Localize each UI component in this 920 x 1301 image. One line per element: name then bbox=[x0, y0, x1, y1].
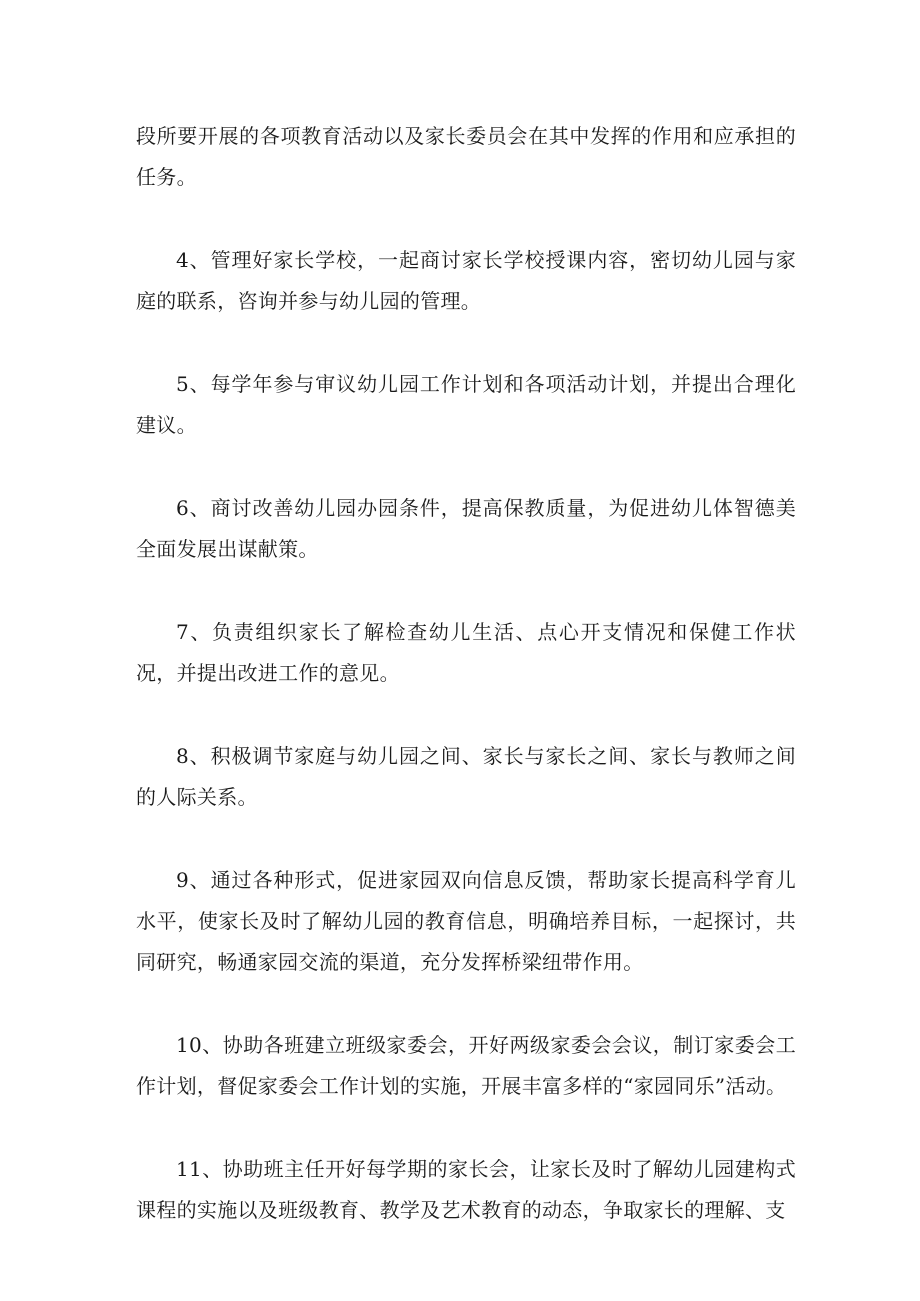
paragraph-item-4: 4、管理好家长学校，一起商讨家长学校授课内容，密切幼儿园与家庭的联系，咨询并参与幼儿园的管理。 bbox=[136, 248, 796, 313]
paragraph-item-7: 7、负责组织家长了解检查幼儿生活、点心开支情况和保健工作状况，并提出改进工作的意见。 bbox=[136, 620, 796, 685]
paragraph-item-6: 6、商讨改善幼儿园办园条件，提高保教质量，为促进幼儿体智德美全面发展出谋献策。 bbox=[136, 496, 796, 561]
paragraph-item-5: 5、每学年参与审议幼儿园工作计划和各项活动计划，并提出合理化建议。 bbox=[136, 372, 796, 437]
paragraph-item-8: 8、积极调节家庭与幼儿园之间、家长与家长之间、家长与教师之间的人际关系。 bbox=[136, 744, 796, 809]
paragraph-continued: 段所要开展的各项教育活动以及家长委员会在其中发挥的作用和应承担的任务。 bbox=[136, 124, 796, 189]
paragraph-item-9: 9、通过各种形式，促进家园双向信息反馈，帮助家长提高科学育儿水平，使家长及时了解幼儿园的教育信息，明确培养目标，一起探讨，共同研究，畅通家园交流的渠道，充分发挥桥梁纽带作用。 bbox=[136, 868, 796, 974]
document-body bbox=[136, 116, 796, 1273]
paragraph-item-11: 11、协助班主任开好每学期的家长会，让家长及时了解幼儿园建构式课程的实施以及班级教育、教学及艺术教育的动态，争取家长的理解、支 bbox=[136, 1157, 796, 1222]
paragraph-item-10: 10、协助各班建立班级家委会，开好两级家委会会议，制订家委会工作计划，督促家委会工作计划的实施，开展丰富多样的“家园同乐”活动。 bbox=[136, 1033, 796, 1098]
